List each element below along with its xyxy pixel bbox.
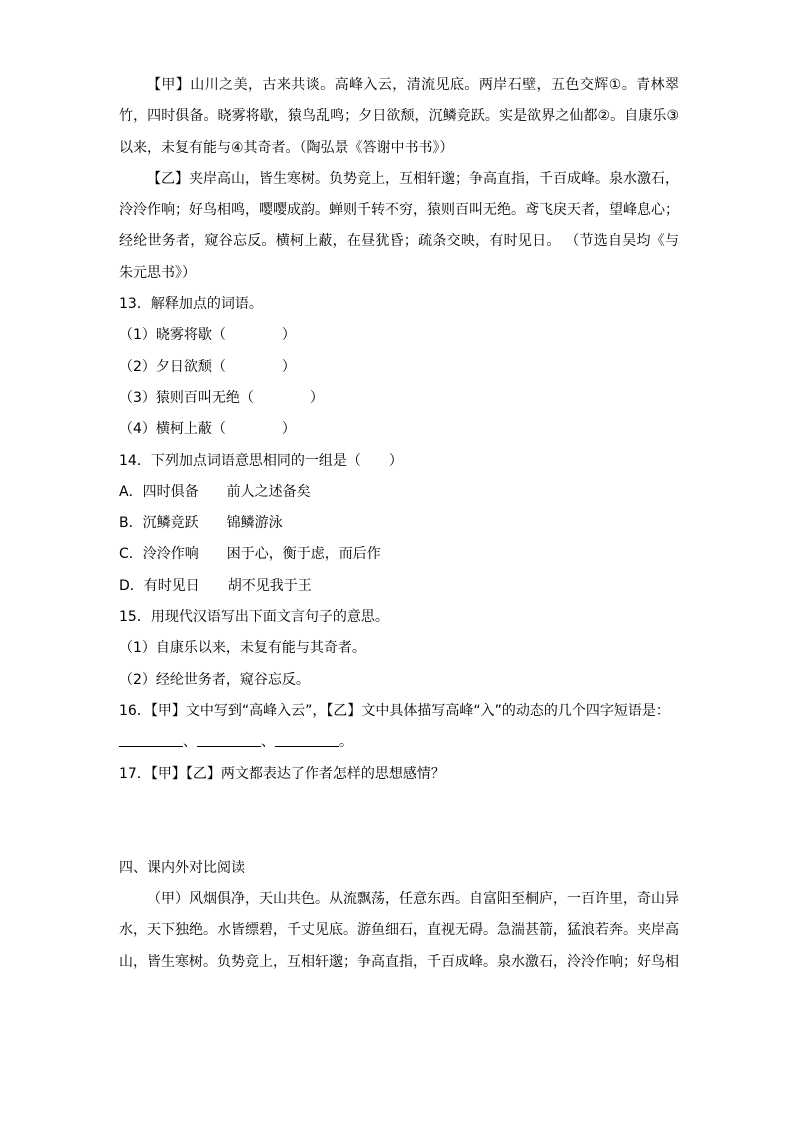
answer-blank-1[interactable]: [119, 732, 183, 747]
question-15-item-1: （1）自康乐以来，未复有能与其奇者。: [119, 640, 366, 657]
question-13-item-2: （2）夕日欲颓（ ）: [119, 358, 296, 375]
question-15-item-2: （2）经纶世务者，窥谷忘反。: [119, 671, 310, 688]
section-4-passage: （甲）风烟俱净，天山共色。从流飘荡，任意东西。自富阳至桐庐，一百许里，奇山异水，天下独绝。水皆缥碧，千丈见底。游鱼细石，直视无碍。急湍甚箭，猛浪若奔。夹岸高山，皆生寒树。负势竞上，互相轩邈；争高直指，千百成峰。泉水激石，泠泠作响；好鸟相: [119, 891, 679, 970]
question-14-option-c: C．泠泠作响 困于心，衡于虑，而后作: [119, 546, 381, 563]
question-13-item-3: （3）猿则百叫无绝（ ）: [119, 389, 324, 406]
question-16-stem: 16．【甲】文中写到“高峰入云”，【乙】文中具体描写高峰“入”的动态的几个四字短语是：: [119, 702, 670, 719]
question-13-item-1: （1）晓雾将歇（ ）: [119, 327, 296, 344]
question-17-answer-space[interactable]: [119, 790, 679, 853]
question-14-option-d: D．有时见日 胡不见我于王: [119, 577, 312, 594]
passage-yi: 【乙】夹岸高山，皆生寒树。负势竞上，互相轩邈；争高直指，千百成峰。泉水激石，泠泠作响；好鸟相鸣，嘤嘤成韵。蝉则千转不穷，猿则百叫无绝。鸢飞戾天者，望峰息心；经纶世务者，窥谷忘反。横柯上蔽，在昼犹昏；疏条交映，有时见日。 （节选自吴均《与朱元思书》）: [119, 170, 679, 281]
question-16-blanks: [119, 727, 679, 758]
question-13-item-4: （4）横柯上蔽（ ）: [119, 421, 296, 438]
question-14-stem: 14．下列加点词语意思相同的一组是（ ）: [119, 452, 403, 469]
blank-separator: 、: [183, 734, 197, 751]
document-page: [119, 70, 679, 978]
question-14-option-b: B．沉鳞竞跃 锦鳞游泳: [119, 515, 283, 532]
question-14-option-a: A．四时俱备 前人之述备矣: [119, 483, 311, 500]
passage-jia: 【甲】山川之美，古来共谈。高峰入云，清流见底。两岸石壁，五色交辉①。青林翠竹，四时俱备。晓雾将歇，猿鸟乱鸣；夕日欲颓，沉鳞竞跃。实是欲界之仙都②。自康乐③以来，未复有能与④其奇者。（陶弘景《答谢中书书》）: [119, 77, 679, 156]
answer-blank-2[interactable]: [197, 732, 261, 747]
answer-blank-3[interactable]: [275, 732, 339, 747]
section-4-heading: 四、课内外对比阅读: [119, 859, 245, 876]
question-17-stem: 17．【甲】【乙】两文都表达了作者怎样的思想感情？: [119, 765, 445, 782]
blank-end-mark: 。: [339, 734, 353, 751]
question-15-stem: 15．用现代汉语写出下面文言句子的意思。: [119, 609, 389, 626]
blank-separator: 、: [261, 734, 275, 751]
question-13-stem: 13．解释加点的词语。: [119, 296, 263, 313]
